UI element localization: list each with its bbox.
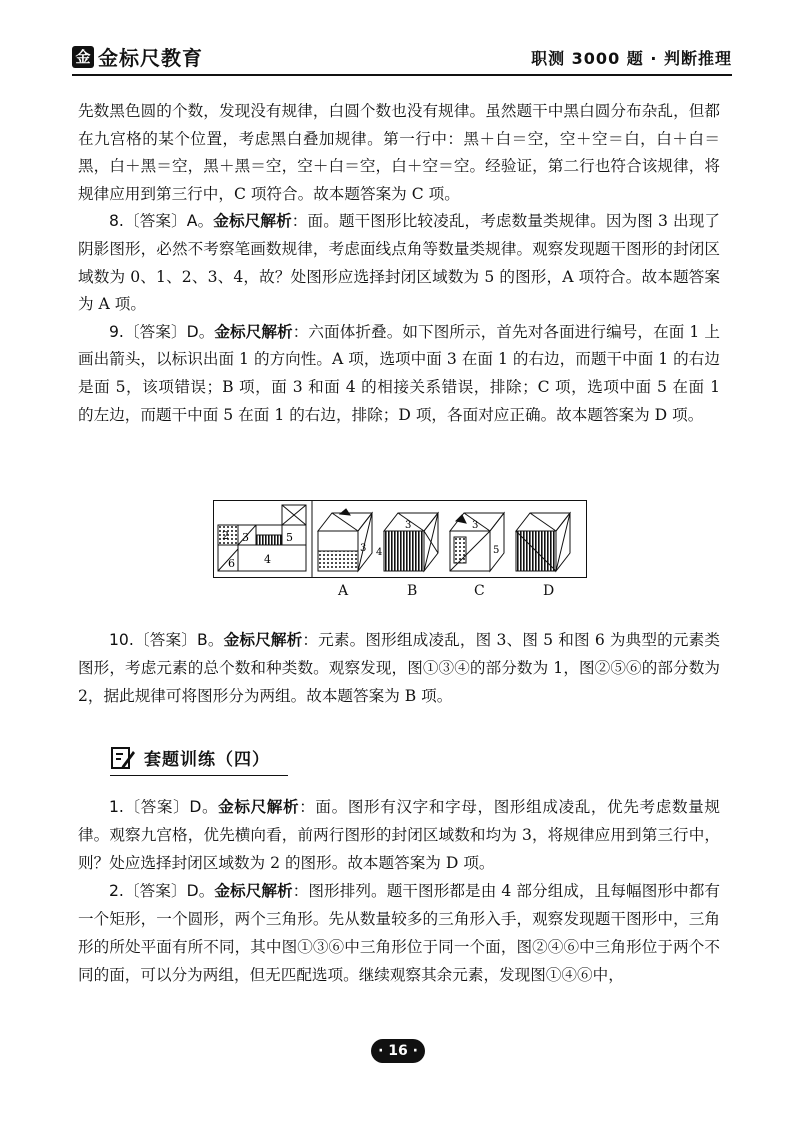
paragraph-q8 [78, 208, 720, 318]
cube-figure [213, 500, 587, 578]
paragraph-s2 [78, 877, 720, 989]
net-face-2-label: 2 [222, 529, 229, 542]
analysis-text: ：元素。图形组成凌乱，图 3、图 5 和图 6 为典型的元素类图形，考虑元素的总个数和种类数。观察发现，图①③④的部分数为 1，图②⑤⑥的部分数为 2，据此规律可将图形分为两组。故本题答案为 B 项。 [78, 631, 720, 705]
net-face-4 [238, 545, 306, 571]
net-face-5-label: 5 [286, 531, 293, 544]
analysis-text: ：面。图形有汉字和字母，图形组成凌乱，优先考虑数量规律。观察九宫格，优先横向看，前两行图形的封闭区域数和均为 3，将规律应用到第三行中，则？处应选择封闭区域数为 2 的图形。故本题答案为 D 项。 [78, 798, 720, 872]
cube-a [318, 509, 372, 571]
section-text [78, 793, 720, 989]
net-face-4-label: 4 [264, 553, 271, 566]
answer-label: 2.〔答案〕D。 [109, 882, 215, 900]
answer-label: 9.〔答案〕D。 [109, 322, 215, 341]
cube-figure-svg [214, 501, 586, 577]
book-title: 职测 3000 题 · 判断推理 [531, 49, 732, 68]
logo-icon: 金 [72, 46, 94, 68]
logo-text: 金标尺教育 [98, 46, 203, 70]
section-title: 套题训练（四） [144, 750, 270, 770]
option-label-c: C [474, 583, 485, 599]
cube-b-label-4: 4 [376, 547, 383, 558]
paragraph-q9 [78, 319, 720, 429]
analysis-label: 金标尺解析 [213, 212, 292, 231]
paragraph-q10 [78, 626, 720, 710]
option-label-a: A [338, 583, 349, 599]
logo [72, 42, 203, 71]
cube-c-label-3: 3 [472, 520, 479, 531]
page-number: · 16 · [371, 1039, 425, 1063]
paragraph-q7-cont: 先数黑色圆的个数，发现没有规律，白圆个数也没有规律。虽然题干中黑白圆分布杂乱，但都在九宫格的某个位置，考虑黑白叠加规律。第一行中：黑＋白＝空，空＋空＝白，白＋白＝黑，白＋黑＝空，黑＋黑＝空，空＋白＝空，白＋空＝空。经验证，第二行也符合该规律，将规律应用到第三行中，C 项符合。故本题答案为 C 项。 [78, 102, 720, 203]
cube-d [516, 513, 570, 571]
net-face-6-label: 6 [228, 557, 235, 570]
analysis-label: 金标尺解析 [214, 882, 293, 900]
analysis-label: 金标尺解析 [214, 322, 293, 341]
section-heading [110, 745, 288, 776]
analysis-text: ：面。题干图形比较凌乱，考虑数量类规律。因为图 3 出现了阴影图形，必然不考察笔画数规律，考虑面线点角等数量类规律。观察发现题干图形的封闭区域数为 0、1、2、3、4，故？处图形应选择封闭区域数为 5 的图形，A 项符合。故本题答案为 A 项。 [78, 212, 720, 314]
page-header [72, 38, 732, 76]
option-label-d: D [543, 583, 555, 599]
pencil-note-icon [110, 745, 136, 771]
analysis-text: ：六面体折叠。如下图所示，首先对各面进行编号，在面 1 上画出箭头，以标识出面 1 的方向性。A 项，选项中面 3 在面 1 的右边，而题干中面 1 的右边是面 5，该项错误；B 项，面 3 和面 4 的相接关系错误，排除；C 项，选项中面 5 在面 1 的左边，而题干中面 5 在面 1 的右边，排除；D 项，各面对应正确。故本题答案为 D 项。 [78, 322, 720, 424]
analysis-label: 金标尺解析 [218, 798, 300, 816]
analysis-text: ：图形排列。题干图形都是由 4 部分组成，且每幅图形中都有一个矩形，一个圆形，两个三角形。先从数量较多的三角形入手，观察发现题干图形中，三角形的所处平面有所不同，其中图①③⑥中三角形位于同一个面，图②④⑥中三角形位于两个不同的面，可以分为两组，但无匹配选项。继续观察其余元素，发现图①④⑥中， [78, 882, 720, 984]
answer-label: 10.〔答案〕B。 [109, 631, 224, 649]
cube-a-label-3: 3 [360, 543, 367, 554]
analysis-label: 金标尺解析 [223, 631, 303, 649]
option-label-b: B [407, 583, 418, 599]
cube-b-label-3: 3 [405, 520, 412, 531]
answer-label: 1.〔答案〕D。 [109, 798, 219, 816]
cube-c-label-5: 5 [493, 545, 500, 556]
main-text [78, 98, 720, 429]
answer-label: 8.〔答案〕A。 [109, 212, 214, 231]
option-labels [290, 583, 590, 603]
net-face-3-label: 3 [242, 531, 249, 544]
paragraph-s1 [78, 793, 720, 877]
